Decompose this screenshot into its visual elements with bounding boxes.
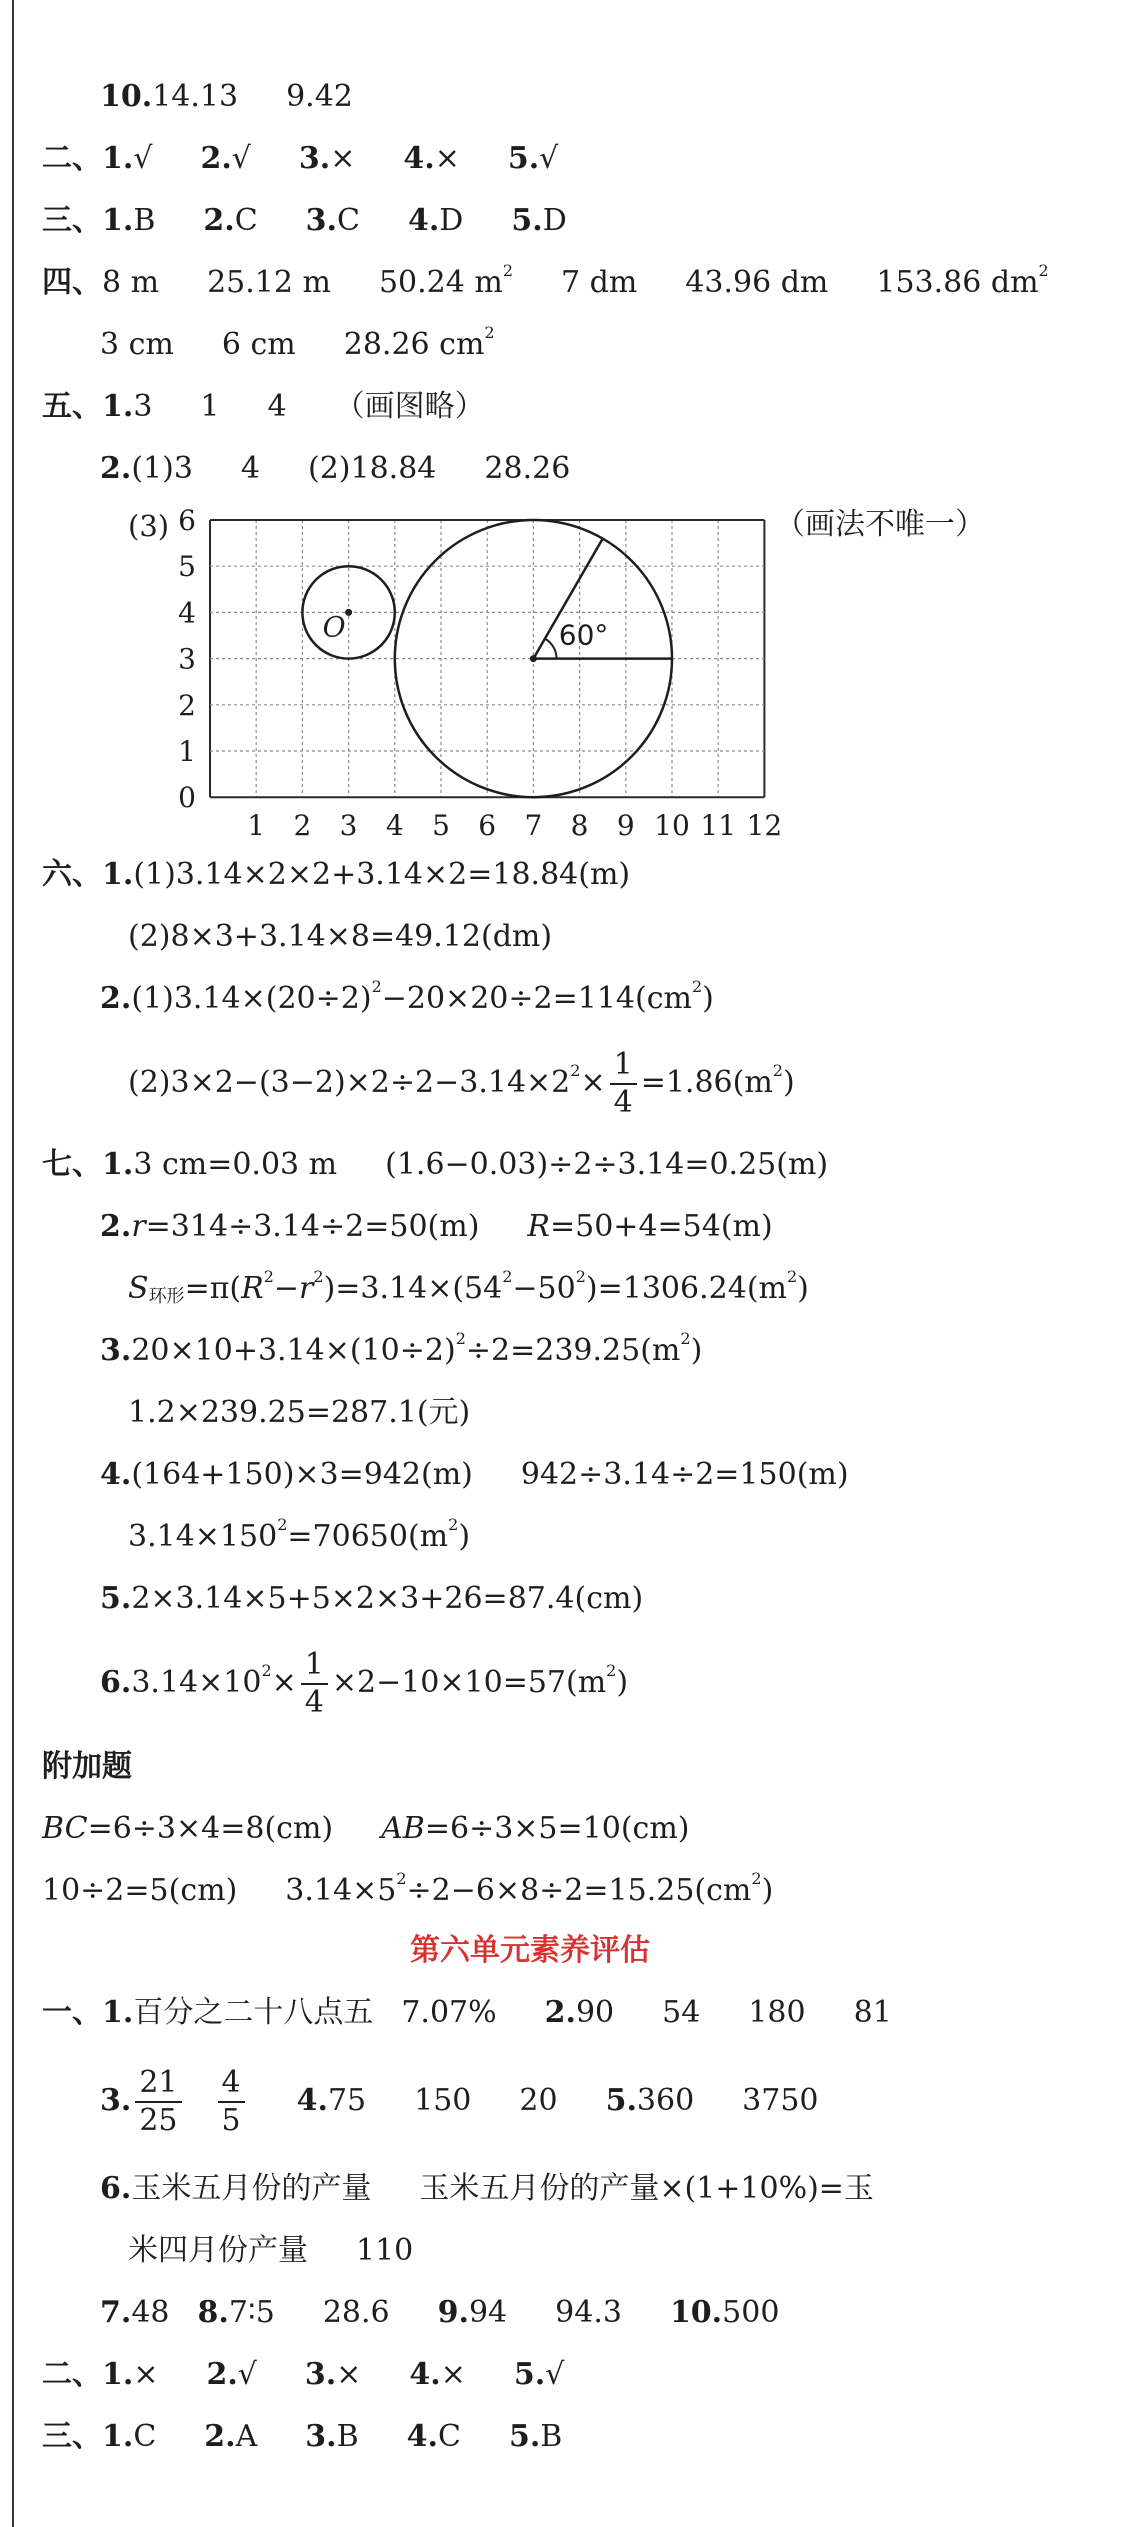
figure-label: (3) (128, 509, 170, 543)
x-tick-label: 2 (293, 809, 312, 840)
fraction: $\frac{1}{4}$ (301, 1650, 328, 1718)
fraction: $\frac{1}{4}$ (610, 1050, 637, 1118)
y-axis-labels (178, 504, 196, 814)
unit6-section-1-line-1: 一、1.百分之二十八点五 7.07% 2.90 54 180 81 (42, 1995, 892, 2030)
section-7-line-8: 5.2×3.14×5+5×2×3+26=87.4(cm) (100, 1581, 644, 1616)
fraction: $\frac{4}{5}$ (218, 2068, 245, 2136)
section-4-line-1: 四、8 m 25.12 m 50.24 $m^2$ 7 dm 43.96 dm 153.86 $dm^2$ (42, 261, 1049, 300)
figure-note: （画法不唯一） (775, 507, 985, 542)
section-header: 三、 (42, 203, 102, 238)
grid-lines (210, 520, 764, 797)
y-tick-label: 1 (178, 735, 196, 768)
x-tick-label: 7 (524, 809, 543, 840)
section-header: 二、 (42, 141, 102, 176)
item-number: 10. (100, 79, 153, 114)
unit6-section-1-line-3: 6.玉米五月份的产量 玉米五月份的产量×(1+10%)=玉 (100, 2171, 874, 2206)
unit6-section-1-line-2: 3. $\frac{21}{25}$ $\frac{4}{5}$ 4.75 150 20 5.360 3750 (100, 2065, 819, 2138)
answer-value: 9.42 (286, 79, 353, 114)
y-tick-label: 5 (178, 550, 196, 584)
bonus-line-2: 10÷2=5(cm) $3.14\times 5^2\div 2-6\times 8\div 2=15.25(cm^2)$ (42, 1869, 774, 1908)
section-2-judgement: 二、1.√ 2.√ 3.× 4.× 5.√ (42, 141, 559, 176)
center-label-o: O (322, 610, 346, 644)
angle-arc (545, 639, 557, 659)
y-tick-label: 0 (178, 781, 196, 815)
section-7-line-4: $3.20\times 10+3.14\times(10\div 2)^2\div 2=239.25(m^2)$ (100, 1329, 703, 1368)
angle-label: 60° (558, 618, 609, 652)
section-6-line-2: (2)8×3+3.14×8=49.12(dm) (128, 919, 553, 954)
section-6-line-4: $(2)3\times 2-(3-2)\times 2\div 2-3.14\times 2^2\times$ $\frac{1}{4}$ $=1.86(m^2)$ (128, 1047, 795, 1120)
x-tick-label: 3 (339, 809, 358, 840)
x-tick-label: 4 (385, 809, 404, 840)
x-tick-label: 9 (616, 809, 635, 840)
grid-figure (0, 0, 1122, 840)
x-tick-label: 10 (654, 809, 690, 840)
section-5-line-2: 2.(1)3 4 (2)18.84 28.26 (100, 451, 571, 486)
x-tick-label: 12 (746, 809, 783, 840)
bonus-line-1: BC=6÷3×4=8(cm) AB=6÷3×5=10(cm) (42, 1811, 690, 1846)
section-4-line-2: 3 cm 6 cm 28.26 $cm^2$ (100, 323, 495, 362)
section-7-line-7: $3.14\times 150^2=70650(m^2)$ (128, 1515, 471, 1554)
x-tick-label: 5 (432, 809, 450, 840)
unit6-section-2: 二、1.× 2.√ 3.× 4.× 5.√ (42, 2357, 565, 2392)
x-axis-labels (247, 809, 782, 840)
unit6-section-1-line-4: 米四月份产量 110 (128, 2233, 414, 2268)
y-tick-label: 2 (178, 688, 196, 722)
section-6-line-3: $2.(1)3.14\times(20\div 2)^2-20\times 20\div 2=114(cm^2)$ (100, 977, 714, 1016)
unit6-section-3: 三、1.C 2.A 3.B 4.C 5.B (42, 2419, 563, 2454)
x-tick-label: 11 (700, 809, 737, 840)
y-tick-label: 4 (178, 596, 196, 630)
fraction: $\frac{21}{25}$ (135, 2068, 181, 2136)
bonus-heading: 附加题 (42, 1749, 132, 1784)
x-tick-label: 1 (247, 809, 266, 840)
y-tick-label: 6 (178, 504, 196, 537)
y-tick-label: 3 (178, 642, 196, 676)
section-5-line-1: 五、1.3 1 4 （画图略） (42, 389, 485, 424)
section-7-line-2: 2.r=314÷3.14÷2=50(m) R=50+4=54(m) (100, 1209, 773, 1244)
section-7-line-9: $6.3.14\times 10^2\times$ $\frac{1}{4}$ $\times 2-10\times 10=57(m^2)$ (100, 1647, 629, 1720)
section-6-line-1: 六、1.(1)3.14×2×2+3.14×2=18.84(m) (42, 857, 631, 892)
x-tick-label: 8 (570, 809, 589, 840)
unit6-section-1-line-5: 7.48 8.7∶5 28.6 9.94 94.3 10.500 (100, 2295, 780, 2330)
section-7-line-5: 1.2×239.25=287.1(元) (128, 1395, 471, 1430)
section-7-line-6: 4.(164+150)×3=942(m) 942÷3.14÷2=150(m) (100, 1457, 849, 1492)
section-7-line-1: 七、1.3 cm=0.03 m (1.6−0.03)÷2÷3.14=0.25(m) (42, 1147, 829, 1182)
section-7-line-3: $S_{环形}=\pi(R^2-r^2)=3.14\times(54^2-50^2)=1306.24(m^2)$ (128, 1267, 809, 1307)
small-circle-center (345, 609, 352, 616)
answer-value: 14.13 (152, 79, 239, 114)
x-tick-label: 6 (478, 809, 497, 840)
section-3-choice: 三、1.B 2.C 3.C 4.D 5.D (42, 203, 567, 238)
unit-assessment-title: 第六单元素养评估 (410, 1933, 650, 1968)
